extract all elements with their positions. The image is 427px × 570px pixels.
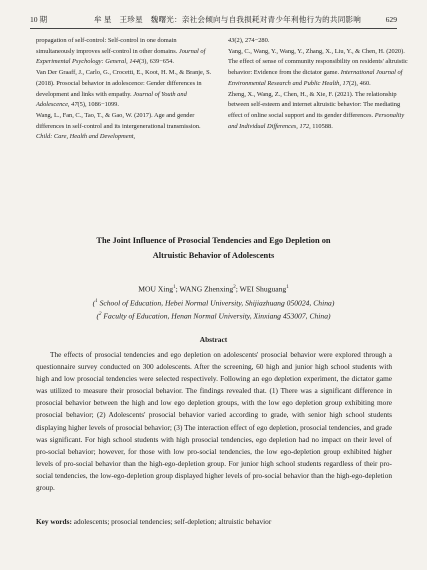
affiliation-1: ($^1$ School of Education, Hebei Normal University, Shijiazhuang 050024, China) [92, 298, 335, 308]
author-block [40, 282, 387, 323]
reference-entry: 43(2), 274−280. [228, 37, 270, 44]
title-line-1: The Joint Influence of Prosocial Tendencies and Ego Depletion on [96, 236, 331, 245]
reference-entry: propagation of self-control: Self-control in one domain simultaneously improves self-control in other domains. Journal of Experimental Psychology: General, 144(3), 639−654. [36, 37, 206, 66]
abstract-heading: Abstract [199, 335, 228, 344]
reference-entry: Zheng, X., Wang, Z., Chen, H., & Xie, F. (2021). The relationship between self-esteem and internet altruistic behavior: The mediating effect of online social support and its gender differences. Personality and Individual Differences, 172, 110588. [228, 90, 405, 130]
issue-number: 10 期 [30, 14, 48, 24]
reference-entry: Wang, L., Fan, C., Tao, T., & Gao, W. (2017). Age and gender differences in self-control and its intergenerational transmission. Child: Care, Health and Development, [36, 111, 201, 141]
references-right-column [228, 36, 408, 132]
keywords-line [36, 517, 392, 526]
page-number: 629 [385, 14, 397, 24]
keywords-text: adolescents; prosocial tendencies; self-depletion; altruistic behavior [71, 517, 272, 526]
affiliation-2: ($^2$ Faculty of Education, Henan Normal University, Xinxiang 453007, China) [96, 311, 331, 321]
abstract-body: The effects of prosocial tendencies and ego depletion on adolescents' prosocial behavior were explored through a questionnaire survey conducted on 300 adolescents. After the screening, 60 high and junior high school students with high and low prosocial tendencies were selected respectively. Following an ego depletion experiment, the dictator game was utilized to measure their prosocial behavior. The findings revealed that. (1) There was a significant difference in prosocial behavior between the high and low ego depletion groups, with the low ego depletion group exhibiting more prosocial behavior; (2) Adolescents' prosocial behavior varied according to grade, with senior high school students displaying higher levels of prosocial behavior; (3) The interaction effect of ego depletion, prosocial tendencies, and grade was significant. For high school students with high prosocial tendencies, ego depletion had no impact on their level of pro-social behavior; however, for those with low pro-social tendencies, the low ego-depletion group exhibited higher levels of pro-social behavior than the high-ego-depletion group. For junior high school students regardless of their pro-social tendencies, the low-ego-depletion group displayed higher levels of pro-social behavior than the high-ego-depletion group. [36, 350, 392, 493]
author-names: MOU Xing$^1$; WANG Zhenxing$^2$; WEI Shuguang$^1$ [138, 284, 289, 294]
header-divider [30, 28, 397, 29]
running-header [30, 12, 397, 26]
reference-entry: Van Der Graaff, J., Carlo, G., Crocetti, E., Koot, H. M., & Branje, S. (2018). Prosocial behavior in adolescence: Gender differences in development and links with empathy. Journal of Youth and Adolescence, 47(5), 1086−1099. [36, 69, 212, 109]
paper-title [40, 234, 387, 263]
keywords-label: Key words: [36, 517, 72, 526]
reference-entry: Yang, C., Wang, Y., Wang, Y., Zhang, X., Liu, Y., & Chen, H. (2020). The effect of sense of community responsibility on residents' altruistic behavior: Evidence from the dictator game. International Journal of Environmental Research and Public Health, 17(2), 460. [228, 47, 408, 87]
running-title: 牟 星 王珍星 魏曙光：亲社会倾向与自我损耗对青少年利他行为的共同影响 [94, 14, 362, 24]
title-line-2: Altruistic Behavior of Adolescents [152, 250, 275, 260]
references-left-column [36, 36, 216, 143]
